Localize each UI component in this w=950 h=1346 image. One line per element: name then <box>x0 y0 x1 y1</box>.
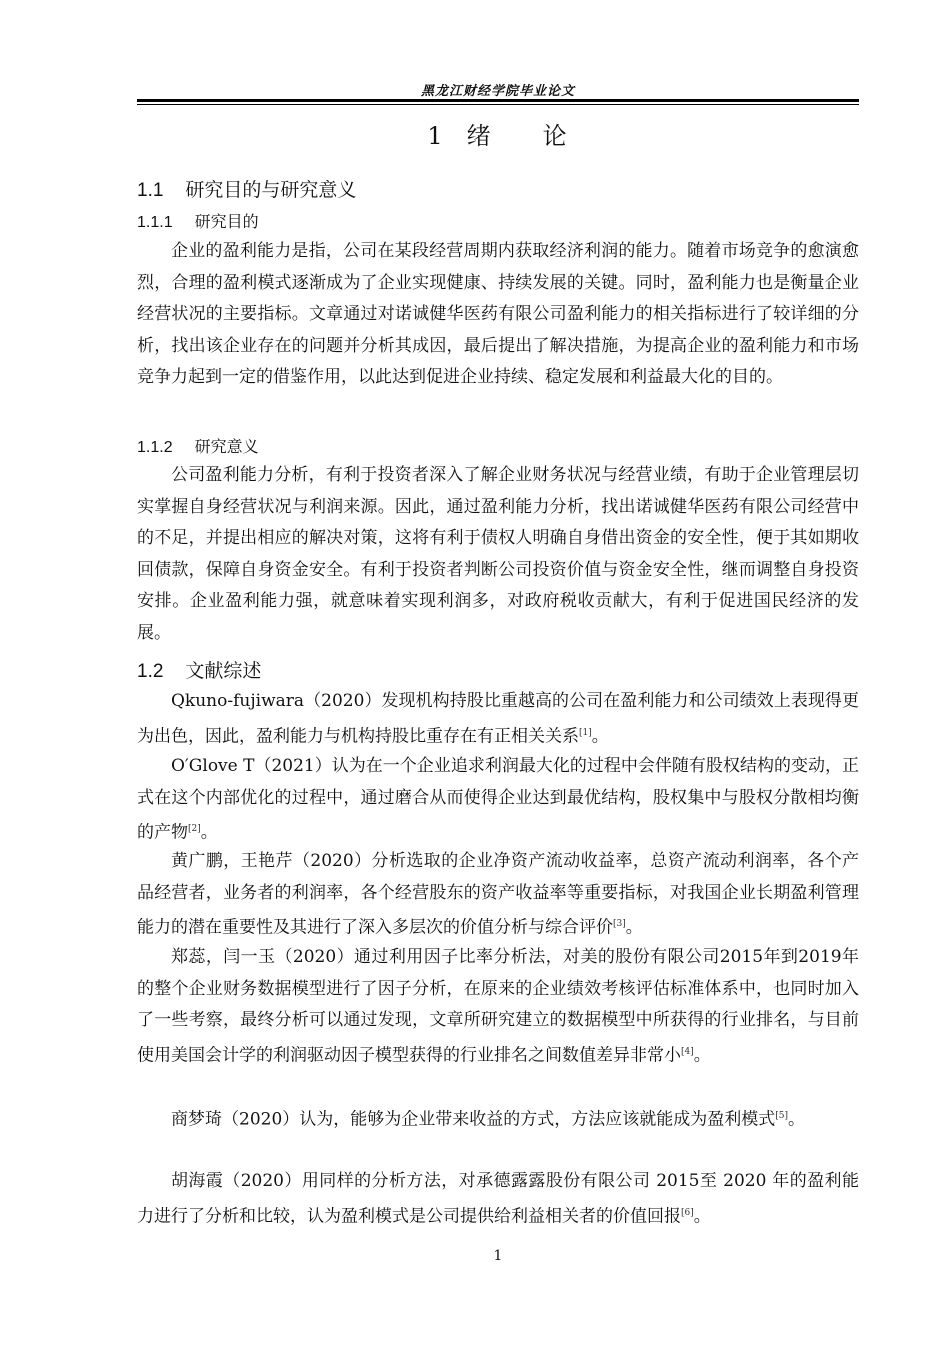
section-number: 1.2 <box>137 661 164 682</box>
chapter-title <box>137 116 859 151</box>
subsection-number: 1.1.1 <box>137 214 173 231</box>
header-rule-thick <box>137 99 859 102</box>
sentence-end: 。 <box>591 726 609 747</box>
section-heading-1-2 <box>137 656 261 683</box>
literature-text: O′Glove T（2021）认为在一个企业追求利润最大化的过程中会伴随有股权结构的变动，正式在这个内部优化的过程中，通过磨合从而使得企业达到最优结构，股权集中与股权分散相均衡的产物 <box>137 756 859 843</box>
subsection-heading-1-1-1 <box>137 209 259 232</box>
literature-text: 黄广鹏，王艳芹（2020）分析选取的企业净资产流动收益率，总资产流动利润率，各个产品经营者，业务者的利润率，各个经营股东的资产收益率等重要指标，对我国企业长期盈利管理能力的潜在重要性及其进行了深入多层次的价值分析与综合评价 <box>137 851 859 938</box>
subsection-title: 研究目的 <box>194 212 259 231</box>
paragraph-literature-1 <box>137 686 859 753</box>
paragraph-literature-4 <box>137 942 859 1072</box>
sentence-end: 。 <box>625 917 643 938</box>
chapter-number: 1 <box>427 122 445 150</box>
sentence-end: 。 <box>788 1109 806 1130</box>
section-title: 研究目的与研究意义 <box>185 179 357 201</box>
literature-text: 商梦琦（2020）认为，能够为企业带来收益的方式，方法应该就能成为盈利模式 <box>171 1109 776 1130</box>
citation-ref: [2] <box>188 824 201 834</box>
sentence-end: 。 <box>693 1206 711 1227</box>
citation-ref: [1] <box>579 727 592 738</box>
paragraph-literature-5 <box>137 1101 859 1136</box>
section-heading-1-1 <box>137 175 356 202</box>
literature-text: Qkuno-fujiwara（2020）发现机构持股比重越高的公司在盈利能力和公司绩效上表现得更为出色，因此，盈利能力与机构持股比重存在有正相关关系 <box>137 691 859 747</box>
citation-ref: [5] <box>775 1111 789 1121</box>
paragraph-research-significance: 公司盈利能力分析，有利于投资者深入了解企业财务状况与经营业绩，有助于企业管理层切实掌握自身经营状况与利润来源。因此，通过盈利能力分析，找出诺诚健华医药有限公司经营中的不足，并提出相应的解决对策，这将有利于债权人明确自身借出资金的安全性，便于其如期收回债款，保障自身资金安全。有利于投资者判断公司投资价值与资金安全性，继而调整自身投资安排。企业盈利能力强，就意味着实现利润多，对政府税收贡献大，有利于促进国民经济的发展。 <box>137 465 859 643</box>
header-rule-thin <box>137 104 859 105</box>
paragraph-literature-2 <box>137 751 859 849</box>
section-title: 文献综述 <box>185 660 262 682</box>
section-number: 1.1 <box>137 180 164 201</box>
sentence-end: 。 <box>200 822 218 843</box>
citation-ref: [4] <box>681 1046 694 1057</box>
subsection-heading-1-1-2 <box>137 434 259 457</box>
sentence-end: 。 <box>693 1045 711 1066</box>
literature-text: 郑蕊，闫一玉（2020）通过利用因子比率分析法，对美的股份有限公司2015年到2019年的整个企业财务数据模型进行了因子分析，在原来的企业绩效考核评估标准体系中，也同时加入了一些考察，最终分析可以通过发现，文章所研究建立的数据模型中所获得的行业排名，与目前使用美国会计学的利润驱动因子模型获得的行业排名之间数值差异非常小 <box>137 947 859 1066</box>
subsection-number: 1.1.2 <box>137 439 173 456</box>
literature-text: 胡海霞（2020）用同样的分析方法，对承德露露股份有限公司 2015至 2020 年的盈利能力进行了分析和比较，认为盈利模式是公司提供给利益相关者的价值回报 <box>137 1171 859 1227</box>
paragraph-literature-6 <box>137 1166 859 1233</box>
page-number: 1 <box>493 1248 503 1264</box>
citation-ref: [6] <box>681 1207 694 1218</box>
chapter-title-char-2: 论 <box>542 122 569 150</box>
subsection-title: 研究意义 <box>194 437 259 456</box>
paragraph-research-purpose: 企业的盈利能力是指，公司在某段经营周期内获取经济利润的能力。随着市场竞争的愈演愈烈，合理的盈利模式逐渐成为了企业实现健康、持续发展的关键。同时，盈利能力也是衡量企业经营状况的主要指标。文章通过对诺诚健华医药有限公司盈利能力的相关指标进行了较详细的分析，找出该企业存在的问题并分析其成因，最后提出了解决措施，为提高企业的盈利能力和市场竞争力起到一定的借鉴作用，以此达到促进企业持续、稳定发展和利益最大化的目的。 <box>137 241 859 387</box>
chapter-title-char-1: 绪 <box>466 122 493 150</box>
citation-ref: [3] <box>613 919 626 929</box>
running-header: 黑龙江财经学院毕业论文 <box>420 84 575 99</box>
paragraph-literature-3 <box>137 846 859 944</box>
